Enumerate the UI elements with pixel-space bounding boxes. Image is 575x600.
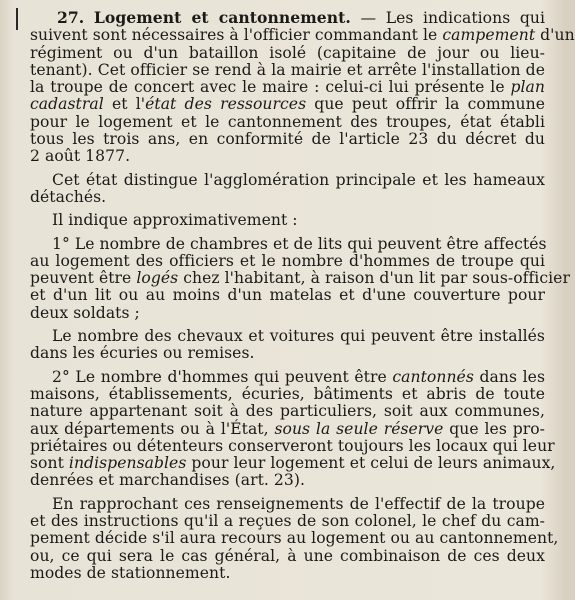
text-line: denrées et marchandises (art. 23). — [30, 471, 305, 490]
text-line: 2° Le nombre d'hommes qui peuvent être cantonnés dans les — [52, 367, 545, 386]
text-line: au logement des officiers et le nombre d'hommes de troupe qui — [30, 251, 545, 270]
text-line: tous les trois ans, en conformité de l'article 23 du décret du — [30, 130, 545, 149]
text-line: et d'un lit ou au moins d'un matelas et d'une couverture pour — [30, 286, 545, 305]
text-line: tenant). Cet officier se rend à la mairie et arrête l'installation de — [30, 60, 545, 79]
text-line: 1° Le nombre de chambres et de lits qui peuvent être affectés — [52, 234, 547, 253]
text-line: dans les écuries ou remises. — [30, 344, 255, 363]
paragraph-indique — [30, 212, 545, 229]
text-line: suivent sont nécessaires à l'officier commandant le campement d'un — [30, 26, 575, 45]
text-line: sont indispensables pour leur logement et celui de leurs animaux, — [30, 454, 556, 473]
text-line: pour le logement et le cantonnement des troupes, état établi — [30, 112, 545, 131]
text-line: 2 août 1877. — [30, 147, 131, 166]
text-line: Il indique approximativement : — [52, 211, 298, 230]
text-line: détachés. — [30, 187, 107, 206]
text-line: En rapprochant ces renseignements de l'effectif de la troupe — [52, 494, 545, 513]
paragraph-chevaux — [30, 328, 545, 363]
text-line: et des instructions qu'il a reçues de son colonel, le chef du cam- — [30, 512, 545, 531]
article-number: 27. — [57, 8, 85, 27]
text-line: aux départements ou à l'État, sous la seule réserve que les pro- — [30, 419, 545, 438]
text-line: cadastral et l'état des ressources que peut offrir la commune — [30, 95, 546, 114]
text-line: maisons, établissements, écuries, bâtiments et abris de toute — [30, 384, 545, 403]
text-line: nature appartenant soit à des particuliers, soit aux communes, — [30, 402, 545, 421]
text-line: peuvent être logés chez l'habitant, à raison d'un lit par sous-officier — [30, 269, 570, 288]
text-line: Le nombre des chevaux et voitures qui peuvent être installés — [52, 327, 545, 346]
text-line: régiment ou d'un bataillon isolé (capitaine de jour ou lieu- — [30, 43, 545, 62]
margin-mark — [16, 8, 18, 30]
text-line: la troupe de concert avec le maire : celui-ci lui présente le plan — [30, 78, 545, 97]
text-line: 27. Logement et cantonnement. — Les indications qui — [57, 8, 545, 27]
text-line: deux soldats ; — [30, 303, 140, 322]
paragraph-item-2-cantonnement — [30, 367, 556, 490]
paragraph-item-1-logement — [30, 234, 570, 322]
text-line: Cet état distingue l'agglomération principale et les hameaux — [52, 170, 545, 189]
text-line: priétaires ou détenteurs conserveront toujours les locaux qui leur — [30, 436, 555, 455]
text-line: ou, ce qui sera le cas général, à une combinaison de ces deux — [30, 546, 545, 565]
paragraph-agglomeration — [30, 172, 545, 207]
paragraph-logement-intro — [30, 8, 575, 166]
article-heading: Logement et cantonnement. — [93, 8, 351, 27]
paragraph-rapprochant — [30, 494, 559, 582]
text-line: pement décide s'il aura recours au logement ou au cantonnement, — [30, 529, 559, 548]
text-line: modes de stationnement. — [30, 563, 231, 582]
